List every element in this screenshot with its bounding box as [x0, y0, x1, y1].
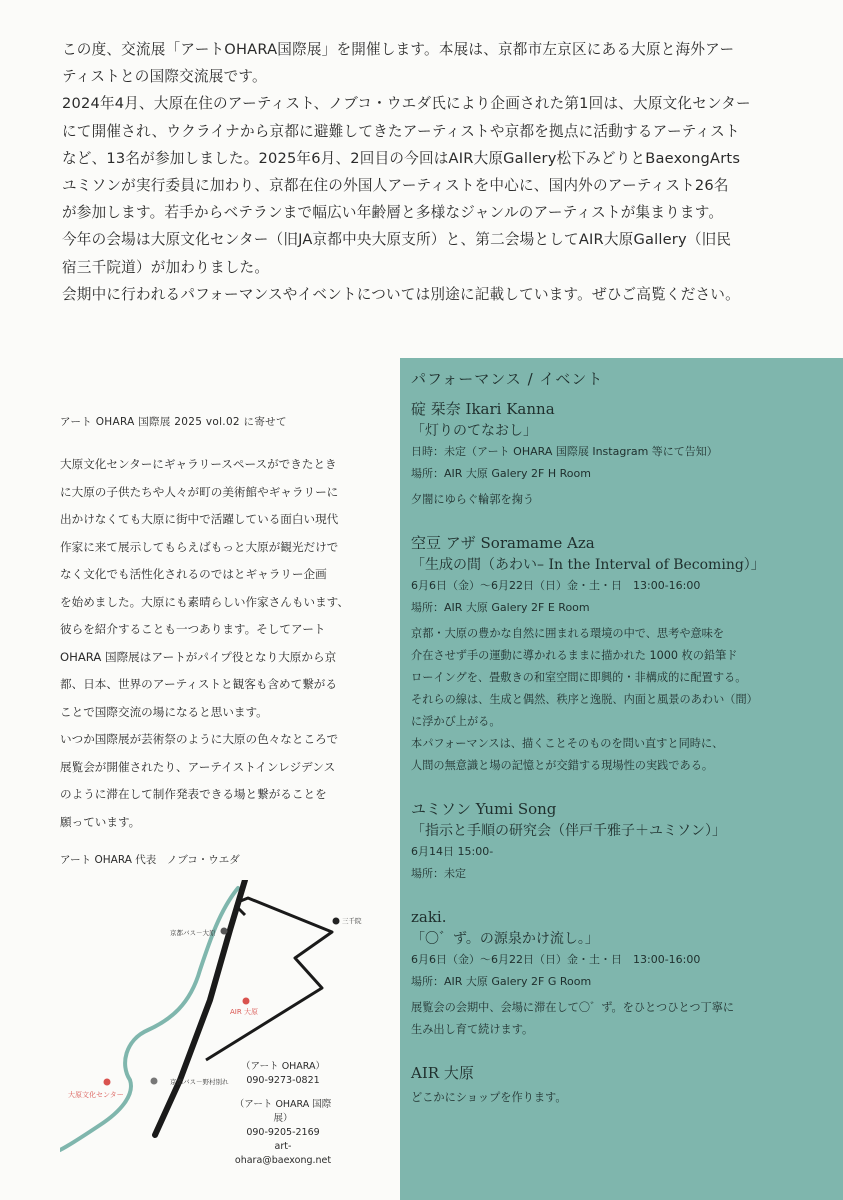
message-heading: アート OHARA 国際展 2025 vol.02 に寄せて [60, 416, 287, 428]
intro-line: ティストとの国際交流展です。 [62, 68, 267, 86]
intro-line: 今年の会場は大原文化センター（旧JA京都中央大原支所）と、第二会場としてAIR大原Gallery（旧民 [62, 231, 732, 249]
event-air-ohara [411, 1063, 831, 1109]
event-desc-line: 本パフォーマンスは、描くことそのものを問い直すと同時に、 [411, 737, 724, 750]
events-panel [400, 358, 843, 1200]
event-artist: AIR 大原 [411, 1064, 474, 1082]
event-where: 場所：AIR 大原 Galery 2F G Room [411, 975, 592, 988]
bus-nomura-label: 京都バス－野村別れ [170, 1078, 229, 1086]
contact-art-ohara [228, 1060, 338, 1088]
intro-line: にて開催され、ウクライナから京都に避難してきたアーティストや京都を拠点に活動するアーティスト [62, 122, 740, 140]
bunka-center-marker [104, 1079, 111, 1086]
event-title: 「生成の間（あわい– In the Interval of Becoming）」 [411, 557, 765, 573]
intro-text [62, 36, 792, 308]
event-artist: ユミソン Yumi Song [411, 800, 557, 818]
intro-line: 2024年4月、大原在住のアーティスト、ノブコ・ウエダ氏により企画された第1回は、大原文化センター [62, 95, 751, 113]
intro-line: 会期中に行われるパフォーマンスやイベントについては別途に記載しています。ぜひご高覧ください。 [62, 285, 740, 303]
event-zaki [411, 907, 831, 1041]
event-desc-line: ローイングを、畳敷きの和室空間に即興的・非構成的に配置する。 [411, 671, 747, 684]
intro-line: など、13名が参加しました。2025年6月、2回目の今回はAIR大原Gallery松下みどりとBaexongArts [62, 149, 741, 167]
message-line: 出かけなくても大原に街中で活躍している面白い現代 [60, 512, 339, 526]
event-description [411, 623, 831, 777]
message-line: OHARA 国際展はアートがパイプ役となり大原から京 [60, 649, 337, 664]
event-desc-line: 夕闇にゆらぐ輪郭を掬う [411, 493, 535, 506]
event-description [411, 997, 831, 1041]
message-line: 展覧会が開催されたり、アーテイストインレジデンス [60, 759, 336, 774]
bus-ohara-label: 京都バス－大原 [170, 929, 216, 937]
contact-phone: 090-9273-0821 [246, 1075, 320, 1086]
message-line: 作家に来て展示してもらえばもっと大原が観光だけで [60, 539, 339, 554]
sanzenin-marker [333, 918, 340, 925]
contact-email: art-ohara@baexong.net [234, 1141, 332, 1166]
event-title: 「灯りのてなおし」 [411, 423, 537, 439]
event-soramame-aza [411, 533, 831, 777]
event-yumi-song [411, 799, 831, 885]
event-where: 場所：AIR 大原 Galery 2F E Room [411, 601, 590, 614]
contact-name: （アート OHARA） [240, 1061, 326, 1072]
panel-title: パフォーマンス / イベント [411, 370, 604, 388]
bus-nomura-marker [151, 1078, 158, 1085]
event-when: 6月6日（金）～6月22日（日）金・土・日 13:00-16:00 [411, 953, 701, 966]
event-when: 日時：未定（アート OHARA 国際展 Instagram 等にて告知） [411, 445, 718, 458]
event-artist: 空豆 アザ Soramame Aza [411, 534, 595, 552]
event-desc-line: 介在させず手の運動に導かれるままに描かれた 1000 枚の鉛筆ド [411, 649, 738, 662]
message-signature: アート OHARA 代表 ノブコ・ウエダ [60, 854, 240, 866]
message-line: 大原文化センターにギャラリースペースができたとき [60, 457, 337, 471]
road-sanzenin [206, 898, 332, 1060]
message-line: なく文化でも活性化されるのではとギャラリー企画 [60, 567, 327, 581]
message-line: 願っています。 [60, 814, 141, 829]
event-desc-line: に浮かび上がる。 [411, 715, 501, 728]
bus-ohara-marker [221, 928, 228, 935]
message-body [60, 451, 390, 836]
air-ohara-marker [243, 998, 250, 1005]
message-line: を始めました。大原にも素晴らしい作家さんもいます、 [60, 594, 349, 609]
event-where: 場所：AIR 大原 Galery 2F H Room [411, 467, 591, 480]
event-description [411, 1087, 831, 1109]
message-line: 彼らを紹介することも一つあります。そしてアート [60, 622, 326, 636]
event-title: 「〇゛ず。の源泉かけ流し。」 [411, 931, 599, 947]
event-desc-line: 京都・大原の豊かな自然に囲まれる環境の中で、思考や意味を [411, 627, 725, 640]
event-when: 6月14日 15:00- [411, 845, 494, 858]
event-ikari-kanna [411, 399, 831, 511]
event-description [411, 489, 831, 511]
event-desc-line: 生み出し育て続けます。 [411, 1023, 534, 1036]
message-line: 都、日本、世界のアーティストと観客も含めて繋がる [60, 677, 337, 691]
event-desc-line: それらの線は、生成と偶然、秩序と逸脱、内面と風景のあわい（間） [411, 693, 758, 706]
event-title: 「指示と手順の研究会（伴戸千雅子＋ユミソン）」 [411, 823, 726, 839]
event-where: 場所：未定 [411, 867, 466, 880]
event-desc-line: 展覧会の会期中、会場に滞在して〇゛ず。をひとつひとつ丁寧に [411, 1001, 735, 1014]
event-desc-line: 人間の無意識と場の記憶とが交錯する現場性の実践である。 [411, 759, 714, 772]
message-line: いつか国際展が芸術祭のように大原の色々なところで [60, 732, 339, 746]
contact-info [228, 1060, 368, 1168]
contact-art-ohara-kokusaiten [228, 1098, 338, 1168]
intro-line: が参加します。若手からベテランまで幅広い年齢層と多様なジャンルのアーティストが集まります。 [62, 204, 724, 222]
event-when: 6月6日（金）～6月22日（日）金・土・日 13:00-16:00 [411, 579, 701, 592]
bunka-center-label: 大原文化センター [68, 1091, 124, 1099]
message-line: ことで国際交流の場になると思います。 [60, 704, 268, 719]
message-line: に大原の子供たちや人々が町の美術館やギャラリーに [60, 484, 339, 499]
message-line: のように滞在して制作発表できる場と繋がることを [60, 787, 327, 801]
contact-name: （アート OHARA 国際展） [234, 1099, 332, 1124]
event-desc-line: どこかにショップを作ります。 [411, 1091, 567, 1104]
organizer-message [60, 414, 390, 867]
intro-line: 宿三千院道）が加わりました。 [62, 258, 270, 276]
intro-line: この度、交流展「アートOHARA国際展」を開催します。本展は、京都市左京区にある大原と海外アー [62, 41, 735, 58]
contact-phone: 090-9205-2169 [246, 1127, 320, 1138]
intro-line: ユミソンが実行委員に加わり、京都在住の外国人アーティストを中心に、国内外のアーティスト26名 [62, 177, 729, 195]
air-ohara-label: AIR 大原 [230, 1008, 258, 1016]
event-artist: zaki. [411, 908, 447, 926]
sanzenin-label: 三千院 [342, 917, 362, 925]
river [60, 888, 238, 1150]
event-artist: 碇 栞奈 Ikari Kanna [411, 400, 555, 418]
